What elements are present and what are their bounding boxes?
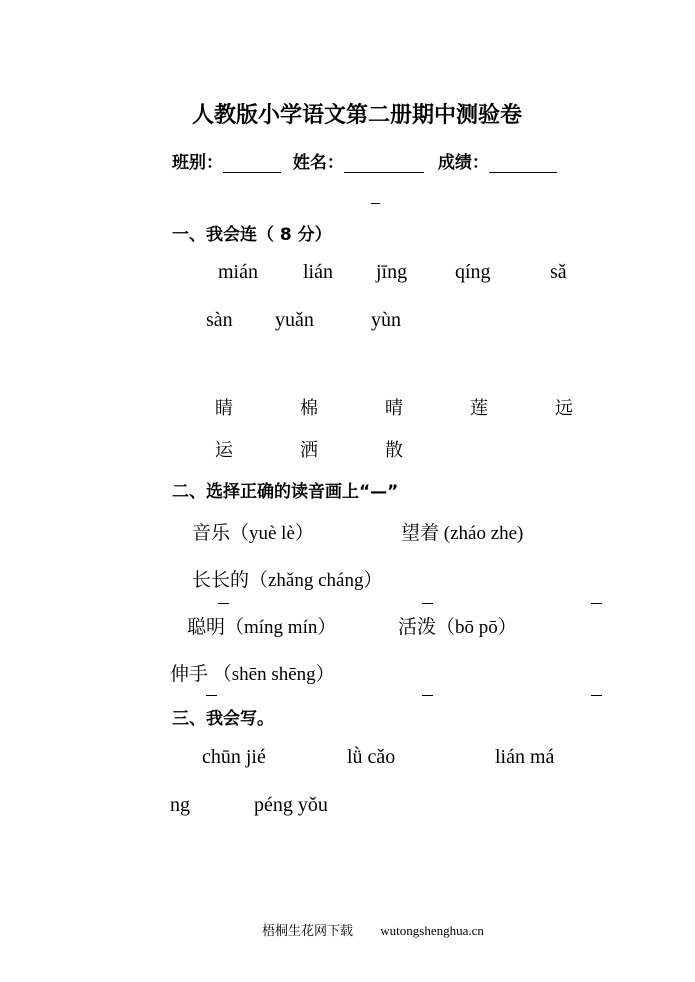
pinyin-item: sǎ (550, 261, 567, 283)
score-blank (489, 154, 557, 173)
footer-site-url[interactable]: wutongshenghua.cn (380, 923, 484, 938)
reading-item: 聪明（míng mín） (187, 617, 337, 638)
reading-item: 音乐（yuè lè） (192, 523, 314, 544)
footer (262, 920, 484, 939)
hanzi-item: 远 (555, 398, 573, 419)
pinyin-item: yùn (371, 309, 401, 331)
stray-dash (422, 603, 433, 604)
pinyin-word: ng (170, 794, 190, 816)
pinyin-word: lǜ cǎo (347, 746, 396, 768)
pinyin-item: sàn (206, 309, 233, 331)
pinyin-item: jīng (376, 261, 408, 283)
hanzi-item: 棉 (300, 398, 318, 419)
hanzi-item: 散 (385, 440, 403, 461)
reading-item: 望着 (zháo zhe) (401, 523, 524, 544)
hanzi-item: 运 (215, 440, 233, 461)
pinyin-item: lián (303, 261, 333, 283)
stray-dash (591, 603, 602, 604)
section3-heading: 三、我会写。 (172, 709, 274, 729)
pinyin-item: qíng (455, 261, 491, 283)
hanzi-item: 洒 (300, 440, 318, 461)
stray-dash (206, 695, 217, 696)
score-label: 成绩： (437, 153, 489, 173)
pinyin-item: mián (218, 261, 258, 283)
name-label: 姓名： (292, 153, 344, 173)
footer-site-name: 梧桐生花网下载 (262, 923, 354, 938)
name-blank (344, 154, 424, 173)
hanzi-item: 睛 (215, 398, 233, 419)
class-label: 班别： (172, 153, 223, 173)
info-row (172, 148, 557, 173)
section2-heading: 二、选择正确的读音画上“—” (172, 482, 399, 502)
reading-item: 伸手 （shēn shēng） (170, 664, 335, 685)
hanzi-item: 晴 (385, 398, 403, 419)
stray-dash (218, 603, 229, 604)
class-blank (223, 154, 281, 173)
stray-dash (591, 695, 602, 696)
stray-dash (422, 695, 433, 696)
page-title: 人教版小学语文第二册期中测验卷 (192, 103, 523, 128)
stray-dash (371, 203, 380, 204)
section1-heading: 一、我会连（ 8 分） (172, 225, 332, 245)
pinyin-word: chūn jié (202, 746, 266, 768)
pinyin-word: péng yǒu (254, 794, 328, 816)
reading-item: 活泼（bō pō） (398, 617, 517, 638)
reading-item: 长长的（zhǎng cháng） (192, 570, 383, 591)
hanzi-item: 莲 (470, 398, 488, 419)
pinyin-word: lián má (495, 746, 555, 768)
pinyin-item: yuǎn (275, 309, 314, 331)
